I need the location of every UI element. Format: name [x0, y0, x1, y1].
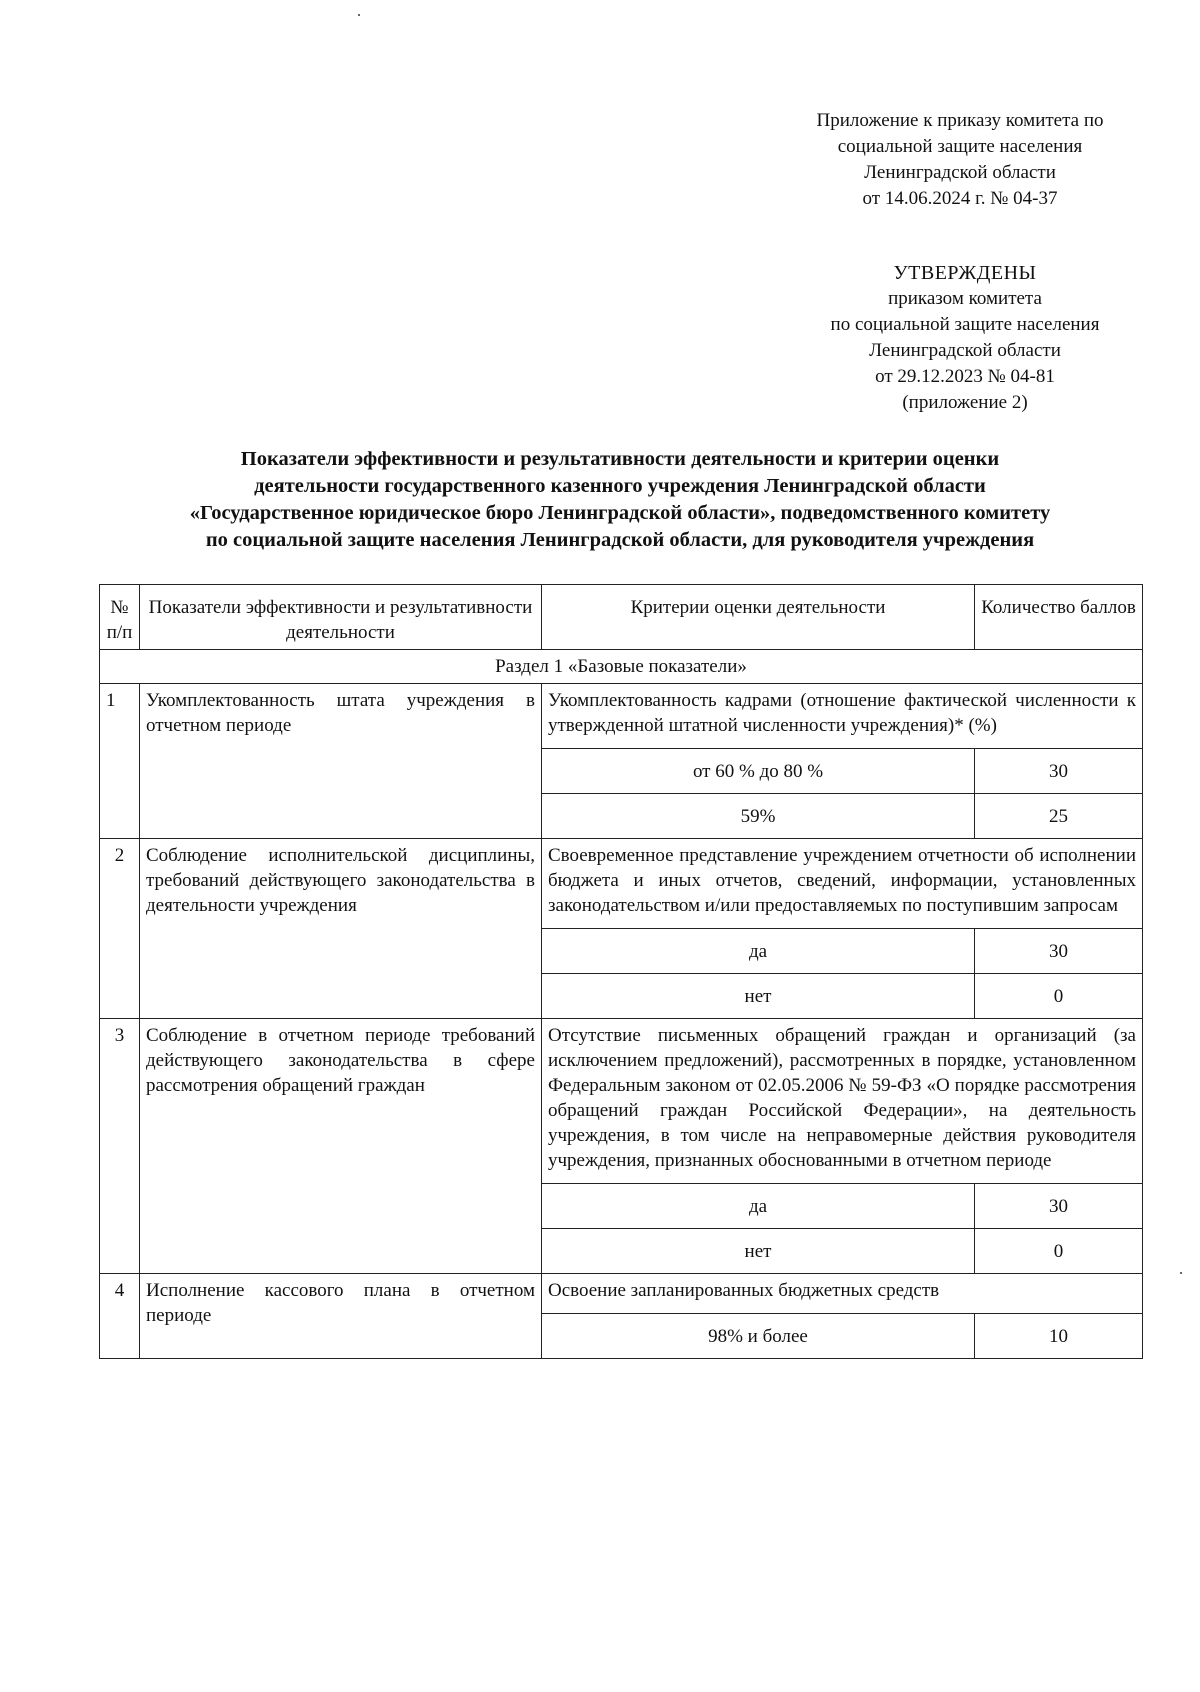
table-row [100, 684, 1143, 749]
row-number: 3 [100, 1019, 140, 1274]
header-points: Количество баллов [975, 585, 1143, 650]
option-points: 30 [975, 929, 1143, 974]
section-title: Раздел 1 «Базовые показатели» [100, 650, 1143, 684]
approval-line: приказом комитета [888, 288, 1042, 309]
option-label: от 60 % до 80 % [542, 749, 975, 794]
row-indicator: Соблюдение в отчетном периоде требований действующего законодательства в сфере рассмотрения обращений граждан [140, 1019, 542, 1274]
row-indicator: Исполнение кассового плана в отчетном периоде [140, 1274, 542, 1359]
option-label: да [542, 929, 975, 974]
option-label: нет [542, 1229, 975, 1274]
option-points: 0 [975, 1229, 1143, 1274]
approval-line: Ленинградской области [869, 340, 1061, 361]
option-label: нет [542, 974, 975, 1019]
option-points: 30 [975, 1184, 1143, 1229]
approval-line: от 29.12.2023 № 04-81 [875, 366, 1055, 387]
appendix-line: Ленинградской области [864, 162, 1056, 183]
option-points: 30 [975, 749, 1143, 794]
row-number: 4 [100, 1274, 140, 1359]
section-row [100, 650, 1143, 684]
row-criterion: Своевременное представление учреждением отчетности об исполнении бюджета и иных отчетов, сведений, информации, установленных законодательством и/или предоставляемых по поступившим запросам [542, 839, 1143, 929]
approval-block [800, 260, 1130, 416]
title-line: по социальной защите населения Ленинградской области, для руководителя учреждения [205, 529, 1035, 551]
header-criteria: Критерии оценки деятельности [542, 585, 975, 650]
row-criterion: Отсутствие письменных обращений граждан и организаций (за исключением предложений), рассмотренных в порядке, установленном Федеральным законом от 02.05.2006 № 59-ФЗ «О порядке рассмотрения обращений граждан Российской Федерации», на деятельность учреждения, в том числе на неправомерные действия руководителя учреждения, признанных обоснованными в отчетном периоде [542, 1019, 1143, 1184]
approval-line: (приложение 2) [902, 392, 1028, 413]
approval-heading: УТВЕРЖДЕНЫ [893, 262, 1037, 284]
header-indicator: Показатели эффективности и результативности деятельности [140, 585, 542, 650]
row-criterion: Укомплектованность кадрами (отношение фактической численности к утвержденной штатной численности учреждения)* (%) [542, 684, 1143, 749]
appendix-line: социальной защите населения [837, 136, 1083, 157]
row-indicator: Соблюдение исполнительской дисциплины, требований действующего законодательства в деятельности учреждения [140, 839, 542, 1019]
row-number: 1 [100, 684, 140, 839]
title-line: деятельности государственного казенного учреждения Ленинградской области [254, 475, 986, 497]
header-num: № п/п [100, 585, 140, 650]
appendix-line: от 14.06.2024 г. № 04-37 [862, 188, 1058, 209]
option-points: 0 [975, 974, 1143, 1019]
document-title [100, 446, 1140, 554]
row-criterion: Освоение запланированных бюджетных средств [542, 1274, 1143, 1314]
option-label: да [542, 1184, 975, 1229]
option-label: 59% [542, 794, 975, 839]
table-row [100, 839, 1143, 929]
title-line: «Государственное юридическое бюро Ленинградской области», подведомственного комитету [189, 502, 1051, 524]
option-points: 25 [975, 794, 1143, 839]
table-header-row [100, 585, 1143, 650]
table-row [100, 1274, 1143, 1314]
approval-line: по социальной защите населения [830, 314, 1100, 335]
appendix-line: Приложение к приказу комитета по [816, 110, 1104, 131]
option-points: 10 [975, 1314, 1143, 1359]
option-label: 98% и более [542, 1314, 975, 1359]
indicators-table [99, 584, 1143, 1359]
row-indicator: Укомплектованность штата учреждения в отчетном периоде [140, 684, 542, 839]
table-row [100, 1019, 1143, 1184]
appendix-note [780, 108, 1140, 212]
title-line: Показатели эффективности и результативности деятельности и критерии оценки [240, 448, 1000, 470]
row-number: 2 [100, 839, 140, 1019]
scan-speck [1180, 1272, 1182, 1274]
scan-speck [358, 14, 360, 16]
